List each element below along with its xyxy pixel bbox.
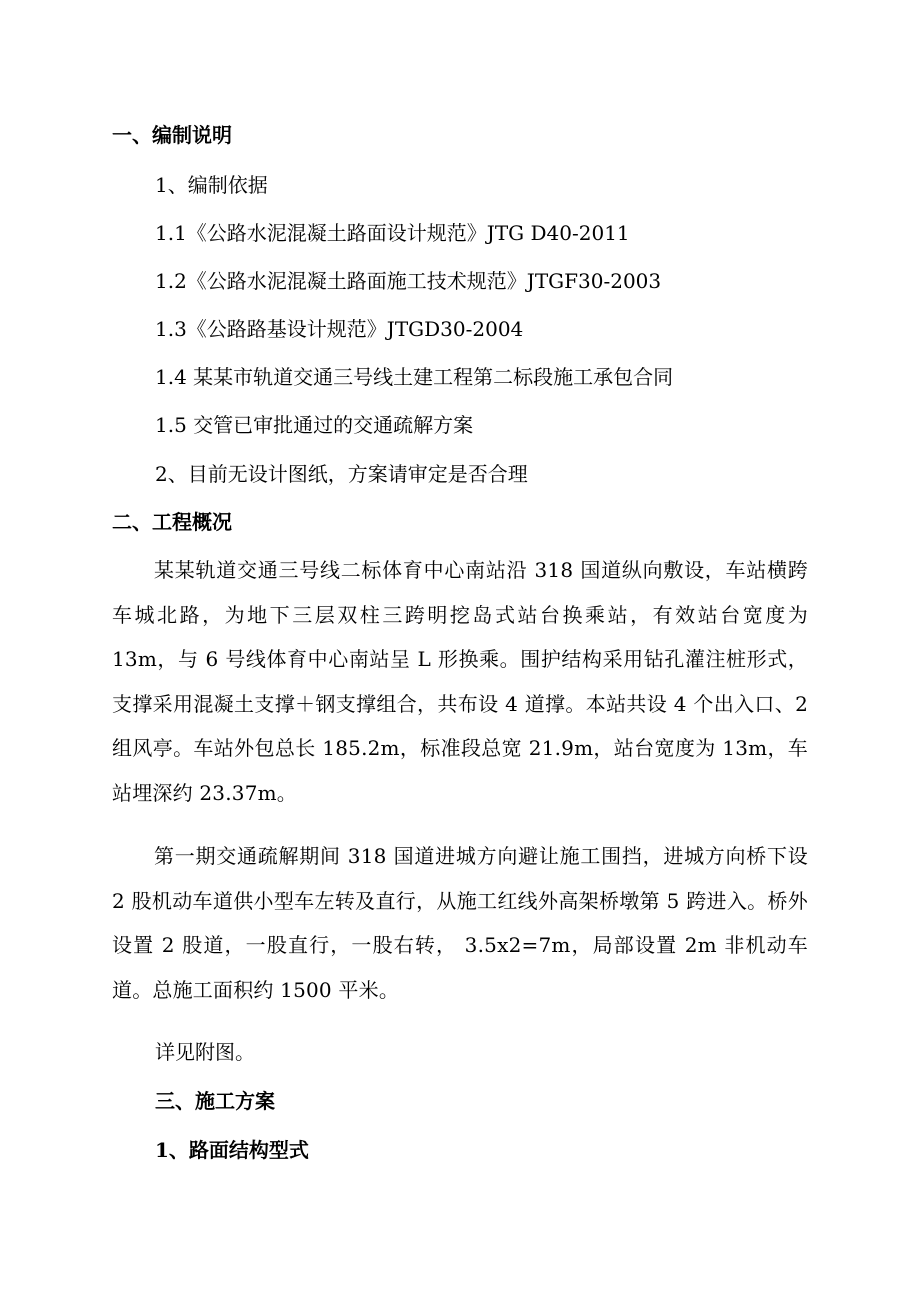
section-heading-construction-plan: 三、施工方案: [155, 1089, 275, 1113]
section-heading-overview: 二、工程概况: [112, 510, 232, 534]
subheading-pavement-structure: 1、路面结构型式: [155, 1138, 309, 1162]
traffic-diversion-paragraph: 第一期交通疏解期间 318 国道进城方向避让施工围挡，进城方向桥下设 2 股机动车道供小型车左转及直行，从施工红线外高架桥墩第 5 跨进入。桥外设置 2 股道，一股直行，一股右转， 3.5x2=7m，局部设置 2m 非机动车道。总施工面积约 1500 平米。: [112, 844, 808, 1002]
reference-item: 1.4 某某市轨道交通三号线土建工程第二标段施工承包合同: [155, 365, 674, 389]
design-drawings-note: 2、目前无设计图纸，方案请审定是否合理: [155, 462, 528, 486]
reference-item: 1.5 交管已审批通过的交通疏解方案: [155, 413, 474, 437]
reference-item: 1.2《公路水泥混凝土路面施工技术规范》JTGF30-2003: [155, 269, 662, 293]
reference-item: 1.3《公路路基设计规范》JTGD30-2004: [155, 317, 524, 341]
section-heading-compilation: 一、编制说明: [112, 123, 232, 147]
basis-title: 1、编制依据: [155, 173, 268, 197]
reference-item: 1.1《公路水泥混凝土路面设计规范》JTG D40-2011: [155, 221, 630, 245]
overview-paragraph: 某某轨道交通三号线二标体育中心南站沿 318 国道纵向敷设，车站横跨车城北路，为地下三层双柱三跨明挖岛式站台换乘站，有效站台宽度为 13m，与 6 号线体育中心南站呈 L 形换乘。围护结构采用钻孔灌注桩形式，支撑采用混凝土支撑＋钢支撑组合，共布设 4 道撑。本站共设 4 个出入口、2 组风亭。车站外包总长 185.2m，标准段总宽 21.9m，站台宽度为 13m，车站埋深约 23.37m。: [112, 558, 808, 805]
see-figure-note: 详见附图。: [155, 1040, 255, 1064]
